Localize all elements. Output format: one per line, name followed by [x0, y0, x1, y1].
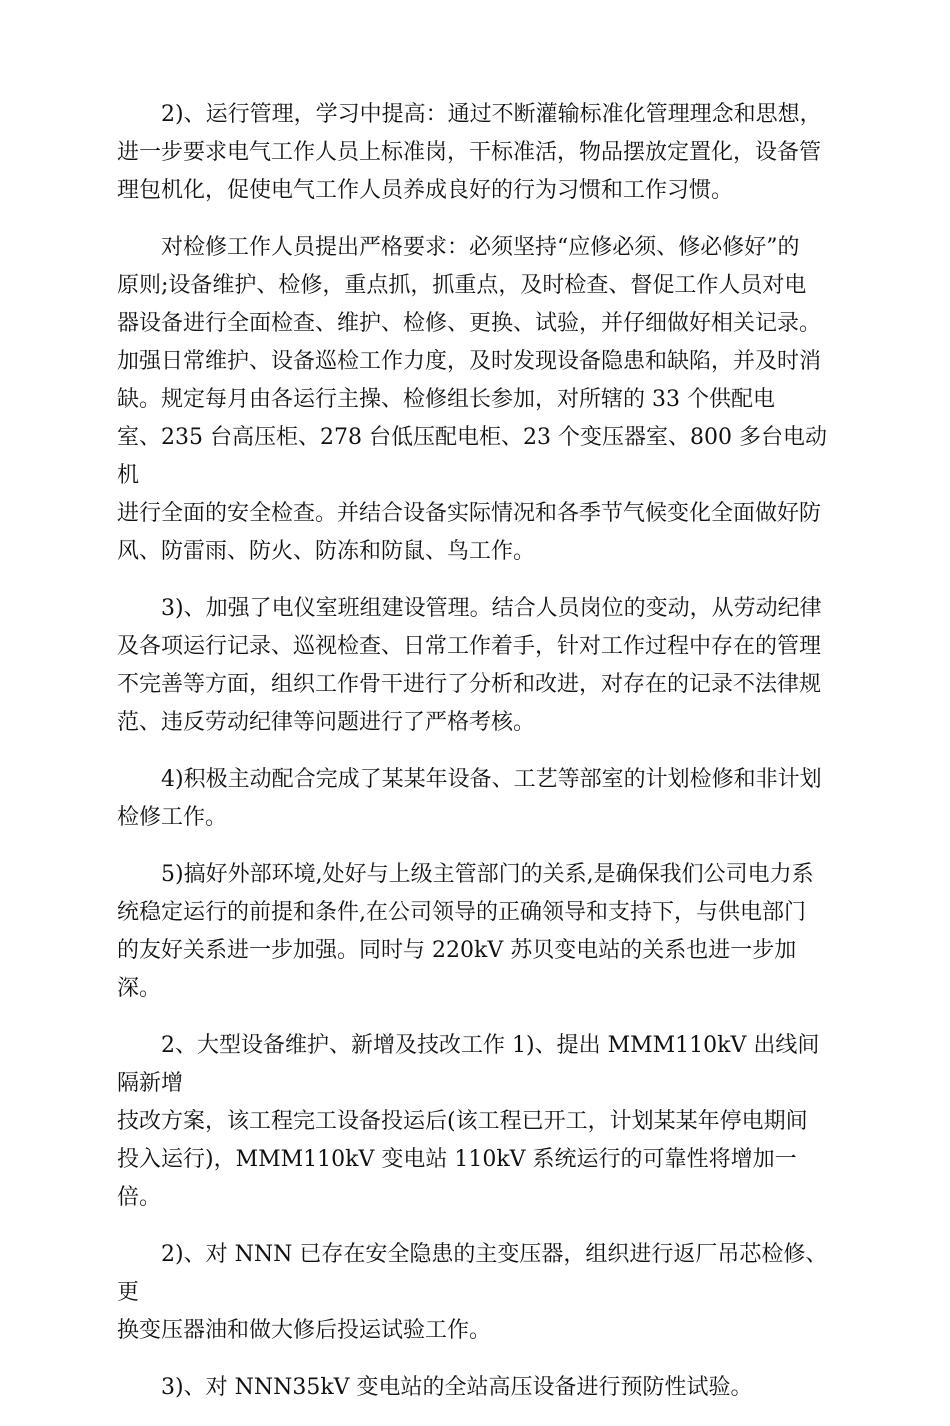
- paragraph-operation-management: 2)、运行管理，学习中提高：通过不断灌输标准化管理理念和思想， 进一步要求电气工作人员上标准岗，干标准活，物品摆放定置化，设备管 理包机化，促使电气工作人员养成良好的行为习惯和工作习惯。: [117, 102, 822, 203]
- paragraph-equipment-upgrade: 2、大型设备维护、新增及技改工作 1)、提出 MMM110kV 出线间隔新增 技改方案，该工程完工设备投运后(该工程已开工，计划某某年停电期间 投入运行)，MMM110kV 变电站 110kV 系统运行的可靠性将增加一倍。: [117, 1033, 820, 1210]
- paragraph-preventive-test: 3)、对 NNN35kV 变电站的全站高压设备进行预防性试验。: [117, 1375, 753, 1400]
- paragraph-team-building: 3)、加强了电仪室班组建设管理。结合人员岗位的变动，从劳动纪律 及各项运行记录、巡视检查、日常工作着手，针对工作过程中存在的管理 不完善等方面，组织工作骨干进行了分析和改进，对存在的记录不法律规 范、违反劳动纪律等问题进行了严格考核。: [117, 596, 822, 735]
- document-body: [117, 96, 837, 1426]
- paragraph-maintenance-requirements: 对检修工作人员提出严格要求：必须坚持“应修必须、修必修好”的 原则;设备维护、检修，重点抓，抓重点，及时检查、督促工作人员对电 器设备进行全面检查、维护、检修、更换、试验，并仔细做好相关记录。 加强日常维护、设备巡检工作力度，及时发现设备隐患和缺陷，并及时消 缺。规定每月由各运行主操、检修组长参加，对所辖的 33 个供配电 室、235 台高压柜、278 台低压配电柜、23 个变压器室、800 多台电动机 进行全面的安全检查。并结合设备实际情况和各季节气候变化全面做好防 风、防雷雨、防火、防冻和防鼠、鸟工作。: [117, 235, 827, 564]
- paragraph-planned-maintenance: 4)积极主动配合完成了某某年设备、工艺等部室的计划检修和非计划 检修工作。: [117, 767, 822, 830]
- paragraph-external-relations: 5)搞好外部环境,处好与上级主管部门的关系,是确保我们公司电力系 统稳定运行的前提和条件,在公司领导的正确领导和支持下，与供电部门 的友好关系进一步加强。同时与 220kV 苏贝变电站的关系也进一步加深。: [117, 862, 814, 1001]
- paragraph-transformer-overhaul: 2)、对 NNN 已存在安全隐患的主变压器，组织进行返厂吊芯检修、更 换变压器油和做大修后投运试验工作。: [117, 1242, 828, 1343]
